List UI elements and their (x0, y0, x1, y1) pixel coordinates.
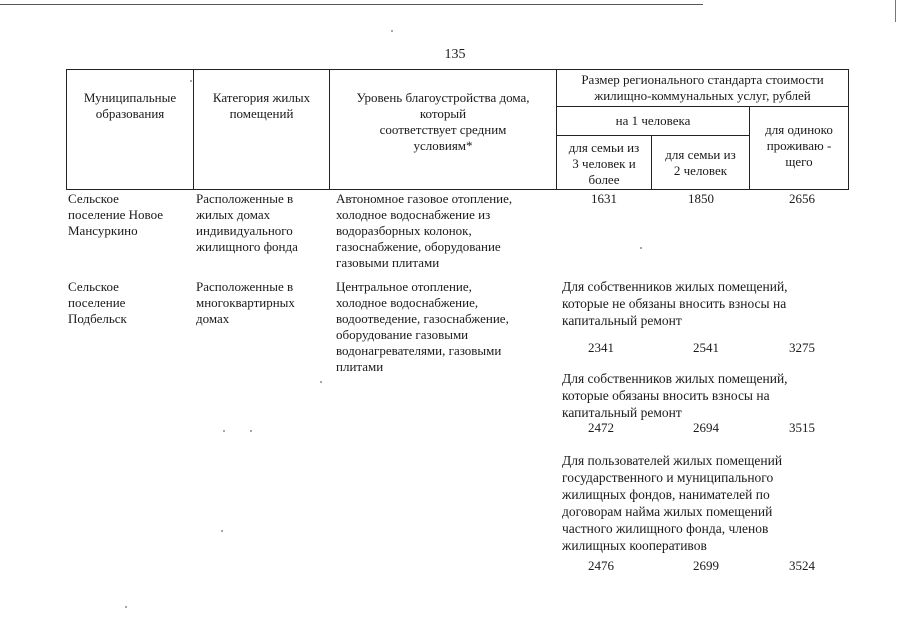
row2-municipality: Сельское поселение Подбельск (68, 279, 127, 326)
group3-note: Для пользователей жилых помещений государственного и муниципального жилищных фондов, нанимателей по договорам найма жилых помещений частного жилищного фонда, членов жилищных кооперативов (562, 453, 783, 553)
header-municipality: Муниципальные образования (83, 90, 177, 121)
row1-level: Автономное газовое отопление, холодное водоснабжение из водоразборных колонок, газоснабжение, оборудование газовыми плитами (336, 191, 513, 270)
header-single: для одиноко проживаю - щего (765, 122, 833, 169)
header-standard: Размер регионального стандарта стоимости жилищно-коммунальных услуг, рублей (581, 72, 824, 103)
scan-speck (221, 530, 223, 532)
row2-level: Центральное отопление, холодное водоснабжение, водоотведение, газоснабжение, оборудование газовыми водонагревателями, газовыми плитами (336, 279, 509, 374)
row1-value-family3: 1631 (591, 191, 617, 206)
scan-speck (391, 30, 393, 32)
row1-value-family2: 1850 (688, 191, 714, 206)
scan-speck (640, 247, 642, 249)
group2-note: Для собственников жилых помещений, которые обязаны вносить взносы на капитальный ремонт (562, 371, 788, 420)
group1-value-family3: 2341 (588, 340, 614, 355)
header-category: Категория жилых помещений (212, 90, 311, 121)
header-family3: для семьи из 3 человек и более (568, 140, 640, 187)
group2-value-family2: 2694 (693, 420, 719, 435)
row1-category: Расположенные в жилых домах индивидуального жилищного фонда (196, 191, 298, 254)
header-family2: для семьи из 2 человек (665, 147, 736, 178)
row1-value-single: 2656 (789, 191, 815, 206)
group2-value-single: 3515 (789, 420, 815, 435)
group3-value-single: 3524 (789, 558, 815, 573)
scan-speck (190, 80, 192, 82)
scan-speck (320, 381, 322, 383)
row1-municipality: Сельское поселение Новое Мансуркино (68, 191, 164, 238)
page-number: 135 (444, 47, 466, 62)
group3-value-family3: 2476 (588, 558, 614, 573)
scan-speck (125, 606, 127, 608)
margin-rule (895, 0, 896, 22)
group1-value-family2: 2541 (693, 340, 719, 355)
top-rule (0, 4, 703, 5)
scan-speck (250, 430, 252, 432)
header-level: Уровень благоустройства дома, который соответствует средним условиям* (356, 90, 530, 153)
group1-note: Для собственников жилых помещений, которые не обязаны вносить взносы на капитальный ремонт (562, 279, 788, 328)
group3-value-family2: 2699 (693, 558, 719, 573)
scan-speck (223, 430, 225, 432)
group1-value-single: 3275 (789, 340, 815, 355)
group2-value-family3: 2472 (588, 420, 614, 435)
header-per-person: на 1 человека (615, 113, 691, 128)
row2-category: Расположенные в многоквартирных домах (196, 279, 295, 326)
